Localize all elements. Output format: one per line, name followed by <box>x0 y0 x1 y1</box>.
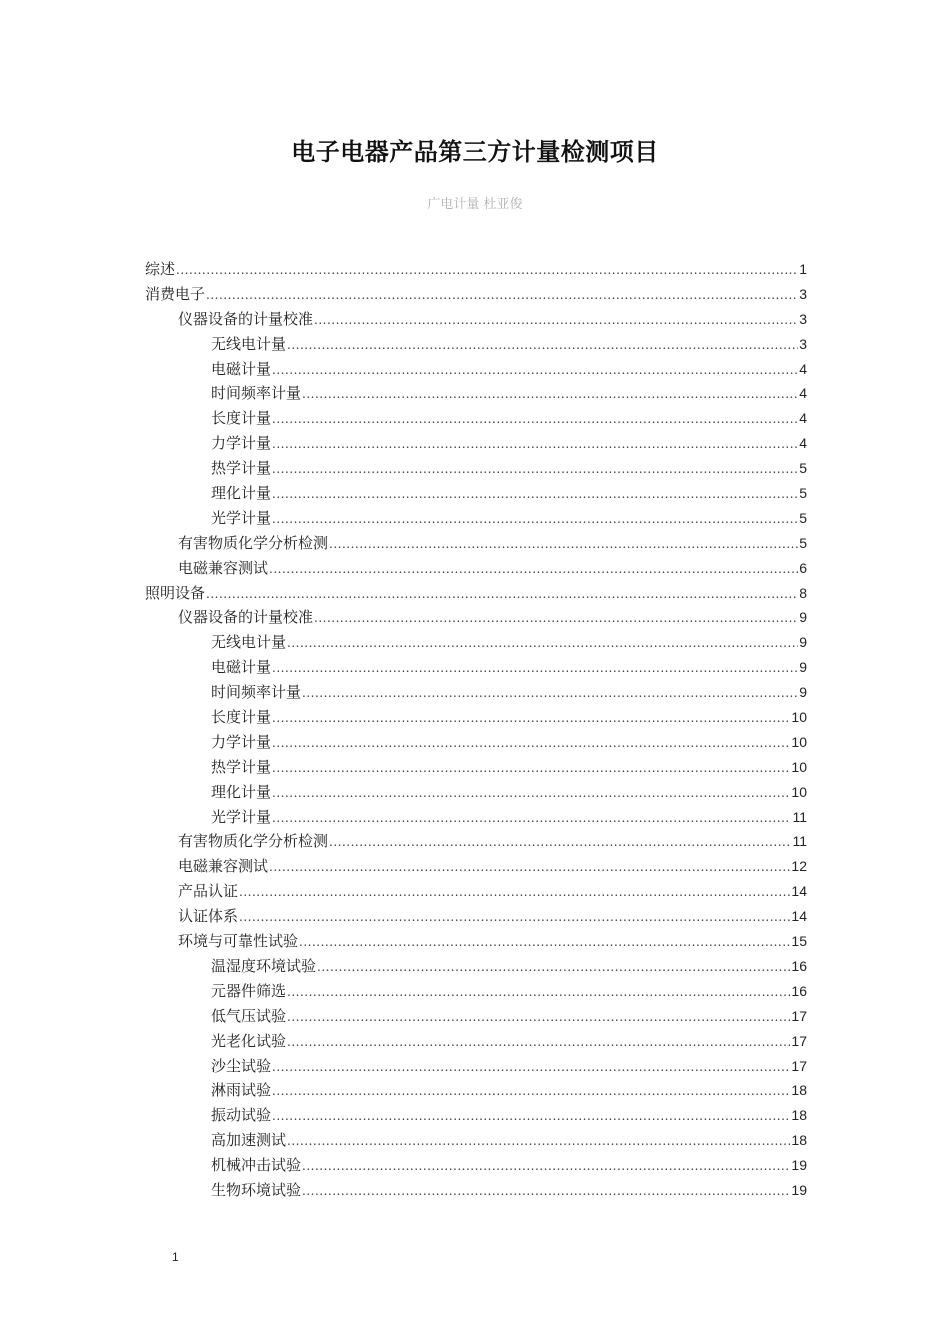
toc-entry[interactable] <box>145 556 807 581</box>
toc-dot-leader <box>272 1055 790 1080</box>
toc-entry-label: 长度计量 <box>211 708 272 727</box>
toc-entry-page: 10 <box>791 733 807 750</box>
toc-dot-leader <box>287 1005 790 1030</box>
toc-entry-label: 元器件筛选 <box>211 981 287 1000</box>
toc-entry-page: 15 <box>791 933 807 950</box>
toc-entry[interactable] <box>145 954 807 979</box>
toc-entry-page: 16 <box>791 982 807 999</box>
toc-entry[interactable] <box>145 630 807 655</box>
document-title: 电子电器产品第三方计量检测项目 <box>291 137 659 166</box>
toc-dot-leader <box>329 830 791 855</box>
toc-entry-page: 1 <box>799 261 807 277</box>
toc-entry-page: 8 <box>799 584 807 601</box>
toc-entry[interactable] <box>145 531 807 556</box>
toc-dot-leader <box>239 905 790 930</box>
toc-dot-leader <box>302 382 798 407</box>
toc-entry[interactable] <box>145 829 807 854</box>
toc-entry-page: 3 <box>799 310 807 327</box>
toc-entry-page: 17 <box>791 1007 807 1024</box>
toc-entry-page: 16 <box>791 957 807 974</box>
toc-entry-page: 4 <box>799 360 807 377</box>
toc-entry[interactable] <box>145 780 807 805</box>
toc-entry[interactable] <box>145 705 807 730</box>
toc-entry[interactable] <box>145 1178 807 1203</box>
toc-entry-label: 有害物质化学分析检测 <box>178 533 329 552</box>
toc-entry-page: 14 <box>791 883 807 900</box>
page-number: 1 <box>172 1250 179 1264</box>
toc-dot-leader <box>287 333 798 358</box>
toc-entry[interactable] <box>145 904 807 929</box>
toc-entry-page: 10 <box>791 709 807 726</box>
toc-entry-label: 光学计量 <box>211 807 272 826</box>
toc-entry[interactable] <box>145 357 807 382</box>
toc-entry-page: 4 <box>799 410 807 427</box>
toc-entry-page: 18 <box>791 1107 807 1124</box>
toc-entry-page: 5 <box>799 534 807 551</box>
toc-entry-page: 17 <box>791 1032 807 1049</box>
toc-entry[interactable] <box>145 605 807 630</box>
toc-entry-page: 5 <box>799 509 807 526</box>
toc-entry-label: 环境与可靠性试验 <box>178 932 299 951</box>
toc-dot-leader <box>269 557 798 582</box>
toc-entry-label: 力学计量 <box>211 434 272 453</box>
toc-dot-leader <box>272 482 798 507</box>
toc-entry-page: 12 <box>791 858 807 875</box>
toc-dot-leader <box>176 258 798 283</box>
toc-entry-label: 光学计量 <box>211 508 272 527</box>
toc-entry-label: 振动试验 <box>211 1106 272 1125</box>
toc-entry[interactable] <box>145 1078 807 1103</box>
toc-entry-page: 18 <box>791 1132 807 1149</box>
toc-entry-label: 理化计量 <box>211 484 272 503</box>
toc-entry[interactable] <box>145 929 807 954</box>
toc-entry[interactable] <box>145 755 807 780</box>
toc-entry[interactable] <box>145 1029 807 1054</box>
toc-dot-leader <box>287 980 790 1005</box>
toc-entry[interactable] <box>145 1128 807 1153</box>
toc-entry-page: 11 <box>792 833 807 850</box>
toc-dot-leader <box>206 283 798 308</box>
document-author-line: 广电计量 杜亚俊 <box>427 197 523 212</box>
toc-dot-leader <box>299 930 790 955</box>
toc-entry-label: 综述 <box>145 260 176 278</box>
toc-dot-leader <box>314 606 798 631</box>
toc-dot-leader <box>272 656 798 681</box>
toc-entry-label: 高加速测试 <box>211 1131 287 1150</box>
toc-entry[interactable] <box>145 456 807 481</box>
toc-entry-page: 9 <box>799 609 807 626</box>
toc-entry-page: 4 <box>799 385 807 402</box>
toc-entry[interactable] <box>145 979 807 1004</box>
toc-entry[interactable] <box>145 332 807 357</box>
toc-entry[interactable] <box>145 1054 807 1079</box>
toc-dot-leader <box>287 631 798 656</box>
toc-dot-leader <box>302 681 798 706</box>
toc-entry-label: 长度计量 <box>211 409 272 428</box>
toc-entry-label: 热学计量 <box>211 757 272 776</box>
toc-entry[interactable] <box>145 1153 807 1178</box>
toc-entry[interactable] <box>145 581 807 606</box>
toc-dot-leader <box>272 1079 790 1104</box>
toc-entry-page: 19 <box>791 1181 807 1198</box>
toc-dot-leader <box>329 532 798 557</box>
toc-dot-leader <box>302 1179 790 1204</box>
toc-dot-leader <box>317 955 790 980</box>
toc-entry-label: 无线电计量 <box>211 334 287 353</box>
toc-entry-label: 温湿度环境试验 <box>211 956 317 975</box>
toc-dot-leader <box>272 507 798 532</box>
toc-entry-label: 产品认证 <box>178 882 239 901</box>
toc-entry-label: 生物环境试验 <box>211 1180 302 1199</box>
toc-entry[interactable] <box>145 282 807 307</box>
toc-dot-leader <box>272 432 798 457</box>
toc-dot-leader <box>272 756 790 781</box>
toc-dot-leader <box>239 880 790 905</box>
toc-dot-leader <box>272 806 791 831</box>
toc-entry-page: 9 <box>799 634 807 651</box>
toc-entry[interactable] <box>145 680 807 705</box>
toc-entry-page: 6 <box>799 559 807 576</box>
toc-entry-label: 认证体系 <box>178 907 239 926</box>
toc-entry-label: 热学计量 <box>211 459 272 478</box>
toc-entry[interactable] <box>145 481 807 506</box>
toc-entry-label: 淋雨试验 <box>211 1081 272 1100</box>
toc-dot-leader <box>272 358 798 383</box>
toc-entry-page: 5 <box>799 485 807 502</box>
toc-dot-leader <box>272 457 798 482</box>
toc-dot-leader <box>302 1154 790 1179</box>
toc-entry-label: 无线电计量 <box>211 633 287 652</box>
toc-dot-leader <box>206 582 798 607</box>
toc-entry-page: 5 <box>799 460 807 477</box>
toc-entry-page: 3 <box>799 285 807 302</box>
toc-entry-page: 19 <box>791 1157 807 1174</box>
toc-entry[interactable] <box>145 257 807 282</box>
toc-entry-label: 力学计量 <box>211 732 272 751</box>
toc-entry-page: 3 <box>799 335 807 352</box>
toc-entry-label: 照明设备 <box>145 583 206 602</box>
toc-dot-leader <box>287 1030 790 1055</box>
toc-entry[interactable] <box>145 431 807 456</box>
toc-dot-leader <box>272 1104 790 1129</box>
toc-entry-label: 时间频率计量 <box>211 384 302 403</box>
toc-entry[interactable] <box>145 1103 807 1128</box>
toc-entry-label: 时间频率计量 <box>211 683 302 702</box>
toc-entry-page: 9 <box>799 659 807 676</box>
toc-entry-page: 18 <box>791 1082 807 1099</box>
toc-entry[interactable] <box>145 805 807 830</box>
toc-entry[interactable] <box>145 655 807 680</box>
toc-dot-leader <box>269 855 790 880</box>
toc-entry[interactable] <box>145 307 807 332</box>
toc-entry[interactable] <box>145 506 807 531</box>
toc-entry-label: 电磁计量 <box>211 658 272 677</box>
toc-dot-leader <box>272 731 790 756</box>
toc-entry[interactable] <box>145 1004 807 1029</box>
toc-entry-page: 9 <box>799 684 807 701</box>
toc-entry-label: 电磁兼容测试 <box>178 558 269 577</box>
table-of-contents <box>145 257 807 1203</box>
toc-entry-label: 消费电子 <box>145 284 206 303</box>
toc-entry[interactable] <box>145 381 807 406</box>
toc-dot-leader <box>287 1129 790 1154</box>
toc-entry-label: 仪器设备的计量校准 <box>178 608 314 627</box>
toc-entry-label: 仪器设备的计量校准 <box>178 309 314 328</box>
toc-entry[interactable] <box>145 406 807 431</box>
toc-entry-page: 17 <box>791 1057 807 1074</box>
toc-dot-leader <box>272 781 790 806</box>
toc-dot-leader <box>314 308 798 333</box>
toc-entry[interactable] <box>145 879 807 904</box>
toc-entry[interactable] <box>145 730 807 755</box>
toc-entry-page: 14 <box>791 908 807 925</box>
toc-dot-leader <box>272 407 798 432</box>
toc-entry-label: 电磁计量 <box>211 359 272 378</box>
toc-entry-page: 4 <box>799 435 807 452</box>
toc-entry-label: 光老化试验 <box>211 1031 287 1050</box>
toc-entry[interactable] <box>145 854 807 879</box>
toc-entry-label: 理化计量 <box>211 782 272 801</box>
toc-entry-page: 10 <box>791 783 807 800</box>
toc-entry-label: 电磁兼容测试 <box>178 857 269 876</box>
toc-dot-leader <box>272 706 790 731</box>
toc-entry-label: 有害物质化学分析检测 <box>178 832 329 851</box>
toc-entry-label: 沙尘试验 <box>211 1056 272 1075</box>
toc-entry-label: 低气压试验 <box>211 1006 287 1025</box>
toc-entry-page: 11 <box>792 808 807 825</box>
toc-entry-label: 机械冲击试验 <box>211 1156 302 1175</box>
toc-entry-page: 10 <box>791 758 807 775</box>
